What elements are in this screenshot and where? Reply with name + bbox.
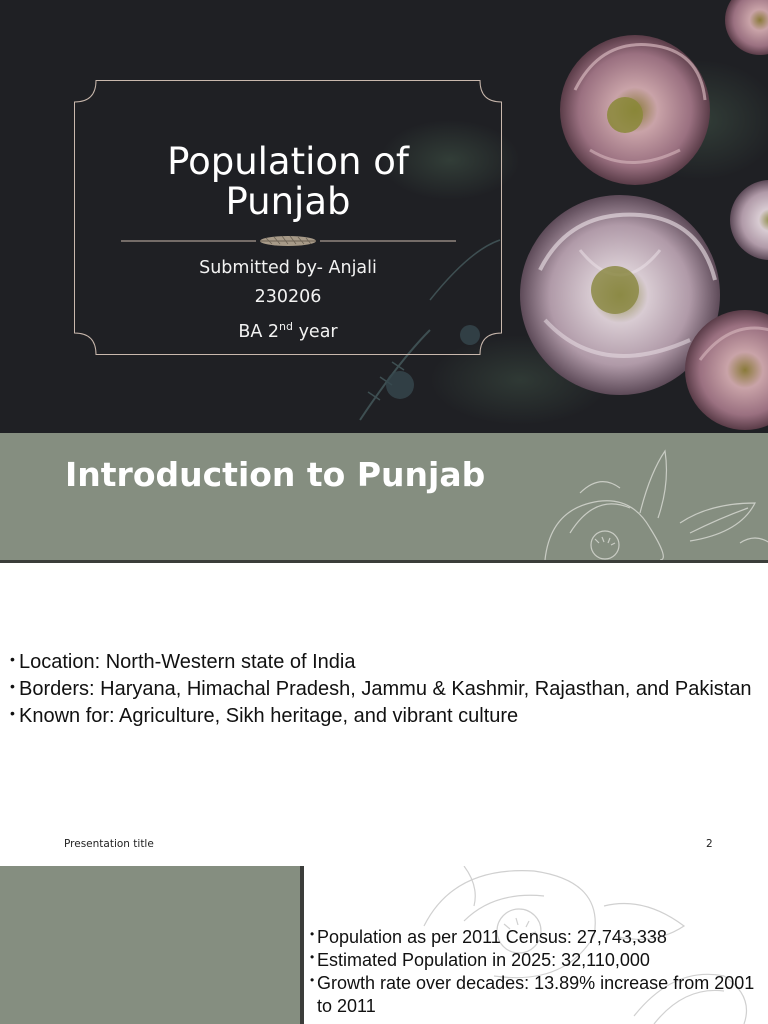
slide-title: Introduction to Punjab xyxy=(65,455,486,494)
footer-presentation-title: Presentation title xyxy=(64,838,154,850)
bullet-marker: • xyxy=(310,927,315,941)
bullet-location xyxy=(10,649,760,675)
bullet-marker: • xyxy=(10,678,15,694)
bullet-text: Location: North-Western state of India xyxy=(19,651,356,673)
class-suffix: year xyxy=(293,321,338,342)
bullet-marker: • xyxy=(10,705,15,721)
bullet-borders xyxy=(10,676,760,702)
left-sage-panel xyxy=(0,866,304,1024)
submitted-by: Submitted by- Anjali xyxy=(199,258,377,278)
class-ordinal-suffix: nd xyxy=(279,320,294,333)
bullet-known-for xyxy=(10,703,760,729)
subtitle-block xyxy=(74,254,502,347)
bullet-text: Population as per 2011 Census: 27,743,338 xyxy=(317,927,667,947)
title-slide xyxy=(0,0,768,433)
class-prefix: BA 2 xyxy=(238,321,280,342)
roll-number: 230206 xyxy=(254,287,322,307)
title-frame xyxy=(74,80,502,355)
feather-ornament-icon xyxy=(260,236,316,246)
bullet-text: Known for: Agriculture, Sikh heritage, and vibrant culture xyxy=(19,705,519,727)
bullet-marker: • xyxy=(10,651,15,667)
introduction-bullet-list xyxy=(10,649,760,730)
population-bullet-list xyxy=(310,926,755,1018)
bullet-growth-rate xyxy=(310,972,755,1018)
page-number: 2 xyxy=(706,838,713,850)
bullet-text: Growth rate over decades: 13.89% increase from 2001 to 2011 xyxy=(317,973,755,1016)
presentation-title xyxy=(74,142,502,222)
class-year xyxy=(74,312,502,347)
bullet-census-2011 xyxy=(310,926,755,949)
bullet-text: Estimated Population in 2025: 32,110,000 xyxy=(317,950,650,970)
introduction-slide xyxy=(0,433,768,866)
bullet-marker: • xyxy=(310,950,315,964)
bullet-text: Borders: Haryana, Himachal Pradesh, Jammu & Kashmir, Rajasthan, and Pakistan xyxy=(19,678,752,700)
bullet-marker: • xyxy=(310,973,315,987)
population-slide xyxy=(0,866,768,1024)
title-line-2: Punjab xyxy=(225,180,351,223)
slide-header-band xyxy=(0,433,768,563)
flower-line-art-icon xyxy=(540,433,768,560)
title-line-1: Population of xyxy=(167,140,409,183)
bullet-estimate-2025 xyxy=(310,949,755,972)
